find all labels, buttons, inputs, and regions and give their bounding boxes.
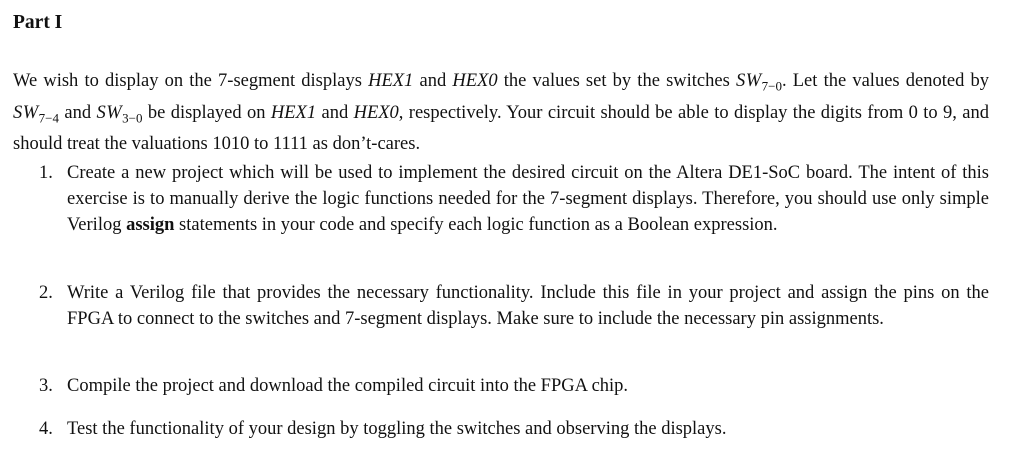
switch-symbol: $SW_{3-0}$ [96,102,143,126]
intro-paragraph [13,68,989,157]
intro-text: the values set by the switches [497,71,736,91]
section-heading: Part I [13,12,63,33]
intro-text: and [59,102,97,123]
list-item [39,280,989,332]
intro-text: We wish to display on the 7-segment displays [13,71,369,91]
list-item [39,160,989,238]
list-item-text: statements in your code and specify each logic function as a Boolean expression. [174,215,778,235]
intro-text: . Let the values denoted by [781,71,989,91]
intro-text: and [413,71,453,91]
list-item [39,416,989,442]
list-item-text: Write a Verilog file that provides the necessary functionality. Include this file in your project and assign the pins on the FPGA to connect to the switches and 7-segment displays. Make sure to include the necessary pin assignments. [67,283,989,329]
hex1-name: HEX1 [270,102,317,123]
list-item-number: 4. [39,419,53,439]
assign-keyword: assign [126,215,175,235]
list-item-text: Compile the project and download the compiled circuit into the FPGA chip. [67,376,629,396]
hex1-name: HEX1 [368,71,414,91]
intro-text: and [316,102,354,123]
list-item [39,373,989,399]
intro-text: , respectively. Your circuit should be able to display the digits from 0 to 9, and should treat the valuations 1010 to 1111 as don’t-cares. [13,102,989,155]
intro-text: be displayed on [142,102,271,123]
list-item-number: 2. [39,283,53,303]
switch-symbol: $SW_{7-4}$ [13,102,60,126]
list-item-number: 3. [39,376,53,396]
list-item-text: Test the functionality of your design by toggling the switches and observing the displays. [67,419,727,439]
hex0-name: HEX0 [353,102,399,123]
switch-symbol: $SW_{7-0}$ [735,71,782,94]
hex0-name: HEX0 [452,71,498,91]
list-item-text: Create a new project which will be used to implement the desired circuit on the Altera DE1-SoC board. The intent of this exercise is to manually derive the logic functions needed for the 7-segment displays. Therefore, you should use only simple Verilog [67,163,989,235]
document-page [13,8,989,439]
list-item-number: 1. [39,163,53,183]
